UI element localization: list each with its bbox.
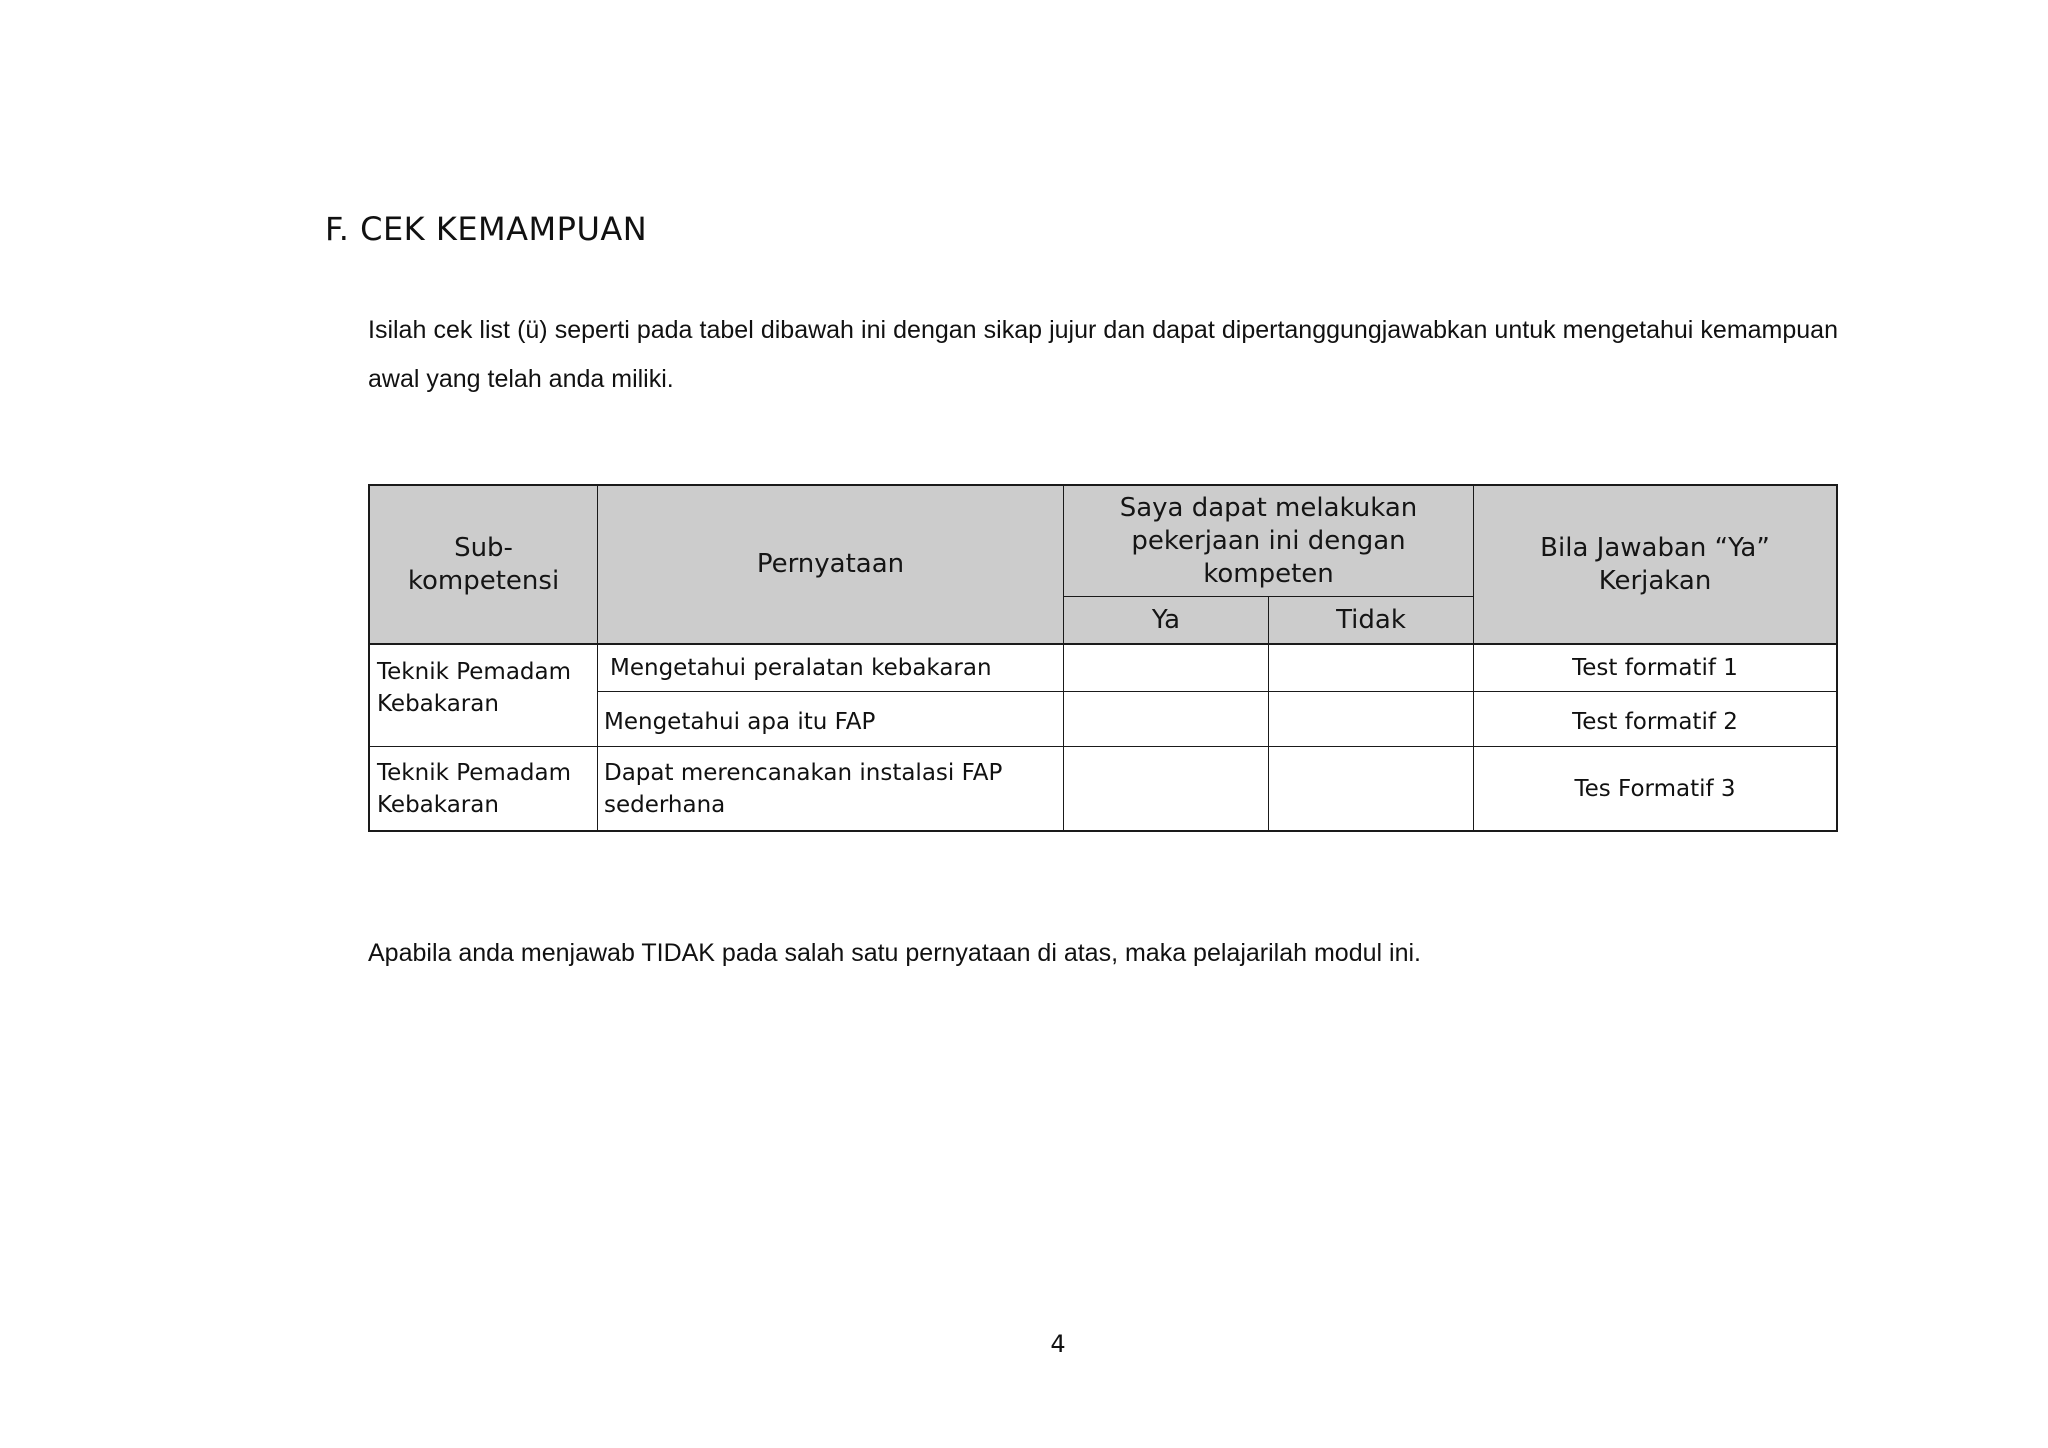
row-2-ya-checkbox[interactable] xyxy=(1063,691,1269,747)
row-2-tidak-value xyxy=(1269,692,1473,746)
header-ya-label: Ya xyxy=(1151,604,1181,635)
row-1-bila xyxy=(1473,643,1838,692)
row-3-tidak-value xyxy=(1269,747,1473,830)
row-1-tidak-checkbox[interactable] xyxy=(1268,643,1474,692)
table-row-2-pernyataan xyxy=(597,691,1064,747)
header-kompeten xyxy=(1063,484,1474,597)
group-1-subkompetensi-label: Teknik Pemadam Kebakaran xyxy=(377,659,572,717)
row-2-pernyataan-text: Mengetahui apa itu FAP xyxy=(604,709,876,735)
group-2-subkompetensi xyxy=(368,746,598,832)
header-subkompetensi xyxy=(368,484,598,645)
page-number: 4 xyxy=(1050,1330,1066,1358)
header-pernyataan xyxy=(597,484,1064,645)
header-pernyataan-label: Pernyataan xyxy=(756,549,905,579)
header-tidak xyxy=(1268,596,1474,645)
self-assessment-table xyxy=(368,484,1838,832)
row-3-tidak-checkbox[interactable] xyxy=(1268,746,1474,832)
row-2-ya-value xyxy=(1064,692,1268,746)
intro-paragraph: Isilah cek list (ü) seperti pada tabel dibawah ini dengan sikap jujur dan dapat dipertanggungjawabkan untuk mengetahui kemampuan awal yang telah anda miliki. xyxy=(368,316,1838,393)
row-1-ya-value xyxy=(1064,644,1268,691)
row-3-bila-text: Tes Formatif 3 xyxy=(1574,775,1736,802)
header-bila-jawaban-label: Bila Jawaban “Ya” Kerjakan xyxy=(1540,532,1770,596)
row-1-tidak-value xyxy=(1269,644,1473,691)
row-3-bila xyxy=(1473,746,1838,832)
row-1-ya-checkbox[interactable] xyxy=(1063,643,1269,692)
row-2-tidak-checkbox[interactable] xyxy=(1268,691,1474,747)
group-2-subkompetensi-label: Teknik Pemadam Kebakaran xyxy=(377,759,572,818)
section-heading: F. CEK KEMAMPUAN xyxy=(325,210,648,248)
group-1-subkompetensi xyxy=(368,643,598,747)
header-bila-jawaban xyxy=(1473,484,1838,645)
header-subkompetensi-label: Sub-kompetensi xyxy=(407,532,560,596)
row-1-bila-text: Test formatif 1 xyxy=(1572,654,1738,681)
header-kompeten-label: Saya dapat melakukan pekerjaan ini dengan kompeten xyxy=(1119,492,1418,589)
table-row-1-pernyataan xyxy=(597,643,1064,692)
header-tidak-label: Tidak xyxy=(1336,604,1406,635)
row-3-ya-value xyxy=(1064,747,1268,830)
outro-paragraph: Apabila anda menjawab TIDAK pada salah satu pernyataan di atas, maka pelajarilah modul ini. xyxy=(368,939,1421,967)
header-ya xyxy=(1063,596,1269,645)
row-1-pernyataan-text: Mengetahui peralatan kebakaran xyxy=(610,654,992,681)
row-2-bila-text: Test formatif 2 xyxy=(1572,709,1738,735)
table-row-3-pernyataan xyxy=(597,746,1064,832)
row-3-pernyataan-text: Dapat merencanakan instalasi FAP sederhana xyxy=(604,759,1003,818)
row-2-bila xyxy=(1473,691,1838,747)
row-3-ya-checkbox[interactable] xyxy=(1063,746,1269,832)
